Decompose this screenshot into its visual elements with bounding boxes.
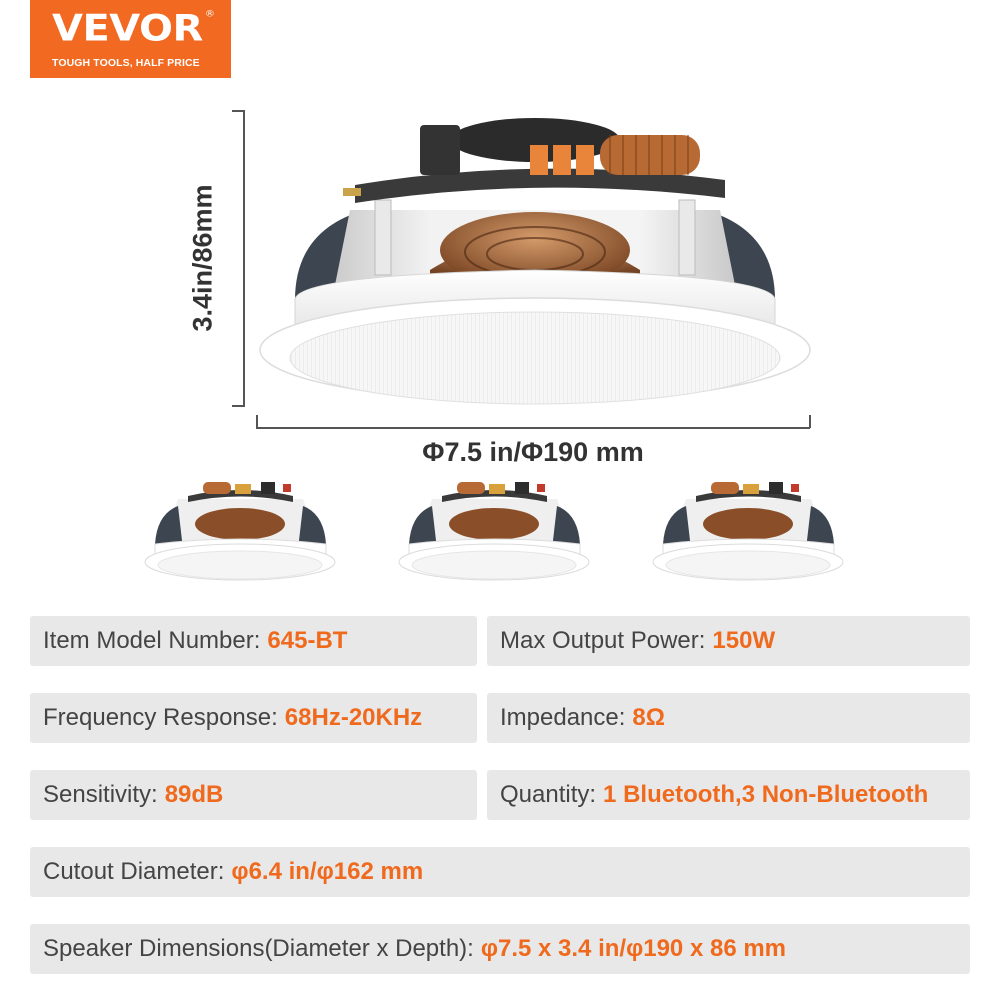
- spec-impedance: [487, 693, 970, 743]
- spec-label: Impedance:: [500, 704, 626, 731]
- diameter-dimension-cap-right: [809, 415, 811, 428]
- spec-cutout-diameter: [30, 847, 970, 897]
- spec-frequency-response: [30, 693, 477, 743]
- diameter-dimension-label: Φ7.5 in/Φ190 mm: [422, 437, 644, 467]
- spec-label: Frequency Response:: [43, 704, 278, 731]
- spec-label: Item Model Number:: [43, 627, 261, 654]
- spec-value: 8Ω: [632, 704, 666, 731]
- vevor-logo: [30, 0, 231, 78]
- spec-value: 150W: [712, 627, 776, 654]
- spec-speaker-dimensions: [30, 924, 970, 974]
- spec-label: Sensitivity:: [43, 781, 158, 808]
- spec-value: 89dB: [164, 781, 224, 808]
- spec-value: 645-BT: [267, 627, 348, 654]
- height-dimension-label: 3.4in/86mm: [187, 184, 218, 332]
- spec-sensitivity: [30, 770, 477, 820]
- speaker-thumbnail-1: [143, 474, 338, 586]
- spec-value: φ7.5 x 3.4 in/φ190 x 86 mm: [480, 935, 787, 962]
- speaker-thumbnail-2: [397, 474, 592, 586]
- diameter-dimension-line: [256, 427, 810, 429]
- height-dimension-cap-bottom: [232, 405, 244, 407]
- spec-model-number: [30, 616, 477, 666]
- spec-value: φ6.4 in/φ162 mm: [231, 858, 424, 885]
- spec-value: 68Hz-20KHz: [284, 704, 423, 731]
- spec-quantity: [487, 770, 970, 820]
- logo-wordmark: VEVOR: [52, 7, 203, 50]
- registered-mark: ®: [204, 9, 215, 20]
- spec-max-output-power: [487, 616, 970, 666]
- spec-label: Cutout Diameter:: [43, 858, 225, 885]
- speaker-main-image: [255, 100, 815, 415]
- diameter-dimension-cap-left: [256, 415, 258, 428]
- spec-label: Quantity:: [500, 781, 597, 808]
- height-dimension-line: [243, 110, 245, 407]
- spec-label: Max Output Power:: [500, 627, 706, 654]
- spec-value: 1 Bluetooth,3 Non-Bluetooth: [603, 781, 929, 808]
- logo-slogan: TOUGH TOOLS, HALF PRICE: [52, 57, 200, 69]
- height-dimension-cap-top: [232, 110, 244, 112]
- speaker-thumbnail-3: [651, 474, 846, 586]
- spec-label: Speaker Dimensions(Diameter x Depth):: [43, 935, 474, 962]
